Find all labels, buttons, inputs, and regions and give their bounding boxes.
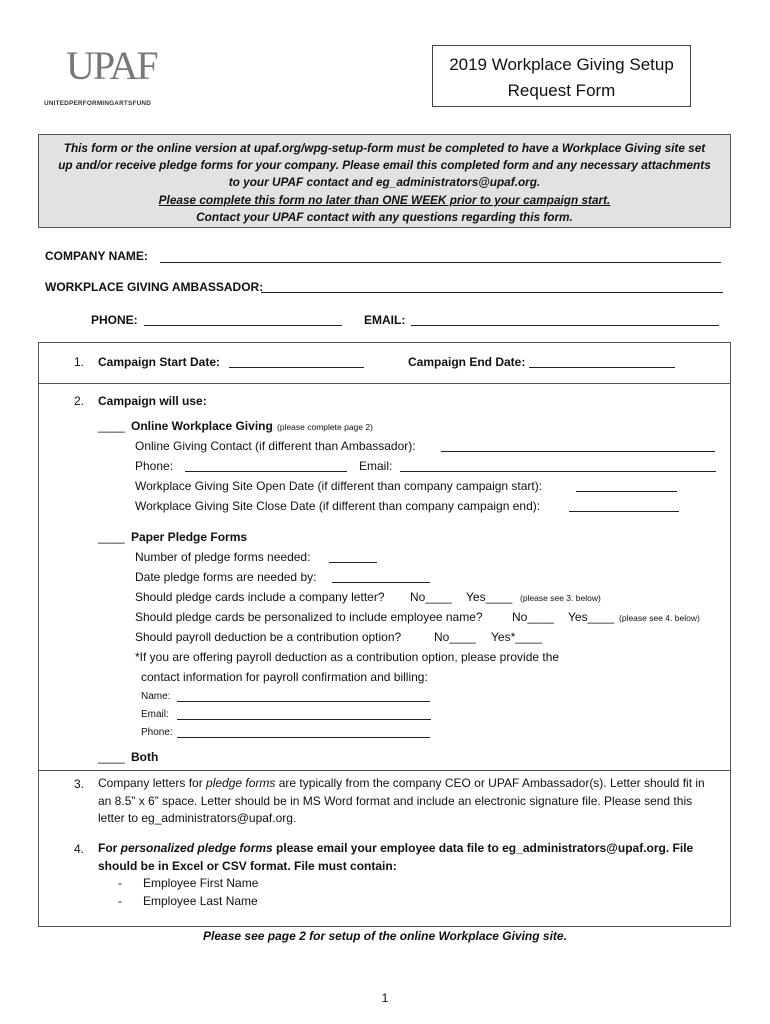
pledge-count-field[interactable]	[329, 562, 377, 563]
section-3-text-b: are typically from the company CEO or UPAF Ambassador(s). Letter should fit in an 8.5” x 6” space. Letter should be in MS Word format and include an electronic signature file. Please send this letter to eg_administrators@upaf.org.	[98, 776, 705, 825]
instructions-box	[38, 134, 731, 228]
page-number: 1	[381, 991, 389, 1005]
list-item-first-name: Employee First Name	[143, 876, 259, 890]
online-email-label: Email:	[359, 459, 393, 473]
both-checkbox-blank[interactable]: ____	[98, 750, 125, 764]
list-dash: -	[118, 876, 122, 890]
payroll-email-field[interactable]	[177, 719, 431, 720]
list-item-last-name: Employee Last Name	[143, 894, 258, 908]
online-giving-note: (please complete page 2)	[277, 422, 373, 432]
form-title-line1: 2019 Workplace Giving Setup	[449, 55, 674, 74]
instructions-contact: Contact your UPAF contact with any questions regarding this form.	[196, 209, 573, 224]
payroll-name-label: Name:	[141, 691, 171, 702]
list-dash: -	[118, 894, 122, 908]
payroll-phone-label: Phone:	[141, 727, 173, 738]
instructions-deadline: Please complete this form no later than ONE WEEK prior to your campaign start.	[158, 192, 611, 207]
form-title-line2: Request Form	[507, 81, 616, 100]
see-4-note: (please see 4. below)	[619, 613, 700, 623]
phone-label: PHONE:	[91, 313, 138, 327]
section-4-number: 4.	[74, 842, 85, 856]
paper-pledge-title: Paper Pledge Forms	[131, 530, 248, 544]
section-4-text-a: For	[98, 841, 121, 855]
campaign-end-label: Campaign End Date:	[408, 355, 526, 369]
personalize-no[interactable]: No____	[512, 610, 555, 624]
online-contact-field[interactable]	[441, 451, 715, 452]
instructions-line3: to your UPAF contact and eg_administrators@upaf.org.	[228, 175, 541, 190]
campaign-will-use-heading: Campaign will use:	[98, 394, 207, 408]
site-open-date-label: Workplace Giving Site Open Date (if different than company campaign start):	[135, 479, 543, 493]
section-3-text	[98, 775, 716, 828]
site-close-date-label: Workplace Giving Site Close Date (if different than company campaign end):	[135, 499, 541, 513]
ambassador-label: WORKPLACE GIVING AMBASSADOR:	[45, 280, 264, 294]
campaign-end-field[interactable]	[529, 367, 675, 368]
section-3-text-a: Company letters for	[98, 776, 207, 790]
payroll-phone-field[interactable]	[177, 737, 430, 738]
campaign-start-label: Campaign Start Date:	[98, 355, 221, 369]
upaf-logo	[40, 38, 180, 110]
pledge-date-field[interactable]	[332, 582, 430, 583]
logo-mark: UPAF	[66, 43, 157, 88]
section-4-emphasis: personalized pledge forms	[120, 841, 273, 855]
instructions-line2: up and/or receive pledge forms for your company. Please email this completed form and any necessary attachments	[58, 158, 711, 173]
site-open-date-field[interactable]	[576, 491, 677, 492]
personalize-yes[interactable]: Yes____	[568, 610, 615, 624]
company-name-label: COMPANY NAME:	[45, 249, 148, 263]
payroll-yes[interactable]: Yes*____	[491, 630, 542, 644]
payroll-name-field[interactable]	[177, 701, 430, 702]
personalize-question: Should pledge cards be personalized to include employee name?	[135, 610, 483, 624]
payroll-note-line2: contact information for payroll confirmation and billing:	[141, 670, 428, 684]
online-phone-field[interactable]	[185, 471, 347, 472]
campaign-start-field[interactable]	[229, 367, 364, 368]
site-close-date-field[interactable]	[569, 511, 679, 512]
section-2-number: 2.	[74, 394, 85, 408]
both-label: Both	[131, 750, 159, 764]
form-title	[432, 45, 691, 107]
section-3-emphasis: pledge forms	[206, 776, 276, 790]
online-giving-checkbox-blank[interactable]: ____	[98, 419, 125, 433]
section-1-number: 1.	[74, 355, 85, 369]
divider	[38, 770, 731, 771]
section-3-number: 3.	[74, 777, 85, 791]
instructions-line1: This form or the online version at upaf.org/wpg-setup-form must be completed to have a Workplace Giving site set	[63, 141, 706, 155]
online-email-field[interactable]	[400, 471, 716, 472]
section-4-text	[98, 840, 708, 875]
payroll-note-line1: *If you are offering payroll deduction as a contribution option, please provide the	[135, 650, 560, 664]
online-giving-title: Online Workplace Giving	[131, 419, 273, 433]
phone-field[interactable]	[144, 325, 342, 326]
company-name-field[interactable]	[160, 262, 721, 263]
payroll-no[interactable]: No____	[434, 630, 477, 644]
company-letter-no[interactable]: No____	[410, 590, 453, 604]
company-letter-yes[interactable]: Yes____	[466, 590, 513, 604]
payroll-email-label: Email:	[141, 709, 169, 720]
ambassador-field[interactable]	[261, 292, 723, 293]
email-field[interactable]	[411, 325, 719, 326]
online-contact-label: Online Giving Contact (if different than Ambassador):	[135, 439, 416, 453]
pledge-date-label: Date pledge forms are needed by:	[135, 570, 317, 584]
paper-pledge-checkbox-blank[interactable]: ____	[98, 530, 125, 544]
logo-wordmark: UNITEDPERFORMINGARTSFUND	[44, 100, 152, 107]
divider	[38, 383, 731, 384]
pledge-count-label: Number of pledge forms needed:	[135, 550, 311, 564]
section-4-text-b: please email your employee data file to eg_administrators@upaf.org. File should be in Excel or CSV format. File must contain:	[98, 841, 694, 873]
page-2-note: Please see page 2 for setup of the online Workplace Giving site.	[203, 929, 567, 943]
company-letter-question: Should pledge cards include a company letter?	[135, 590, 385, 604]
email-label: EMAIL:	[364, 313, 406, 327]
online-phone-label: Phone:	[135, 459, 174, 473]
see-3-note: (please see 3. below)	[520, 593, 601, 603]
payroll-question: Should payroll deduction be a contribution option?	[135, 630, 402, 644]
